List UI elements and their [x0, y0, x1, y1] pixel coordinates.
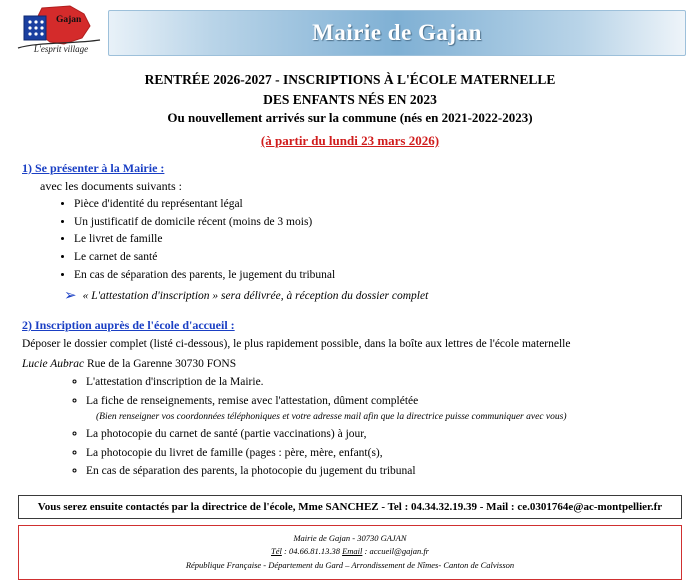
- contact-text: Vous serez ensuite contactés par la directrice de l'école, Mme SANCHEZ - Tel : 04.34.32.19.39 - Mail : ce.0301764e@ac-montpellier.fr: [37, 500, 663, 513]
- document-title-block: [0, 70, 700, 151]
- list-item: [86, 392, 678, 426]
- footer-tel-value: : 04.66.81.13.38: [281, 546, 343, 557]
- banner-title: Mairie de Gajan: [312, 20, 482, 45]
- title-line-1: RENTRÉE 2026-2027 - INSCRIPTIONS À L'ÉCOLE MATERNELLE: [144, 72, 556, 87]
- footer-mail-label: Email: [342, 546, 363, 557]
- school-address: Rue de la Garenne 30730 FONS: [84, 358, 237, 371]
- contact-box: [18, 495, 682, 519]
- footer-line-3: République Française - Département du Gard – Arrondissement de Nîmes- Canton de Calvisson: [185, 559, 515, 570]
- title-line-2: DES ENFANTS NÉS EN 2023: [263, 91, 437, 107]
- arrow-right-icon: ➢: [64, 287, 77, 304]
- list-item: • Un justificatif de domicile récent (moins de 3 mois): [74, 214, 678, 232]
- list-item: • Le carnet de santé: [74, 249, 678, 267]
- section-2-paragraph-1: Déposer le dossier complet (listé ci-dessous), le plus rapidement possible, dans la boîte aux lettres de l'école maternelle: [22, 337, 571, 350]
- commune-logo: [12, 4, 106, 62]
- footer-tel-label: Tél: [270, 546, 282, 557]
- list-item-label: La fiche de renseignements, remise avec l'attestation, dûment complétée: [86, 394, 419, 407]
- section-1-lead: avec les documents suivants :: [40, 178, 182, 193]
- section-2: [22, 318, 678, 481]
- list-item: • Le livret de famille: [74, 231, 678, 249]
- list-item: ◦ L'attestation d'inscription de la Mairie.: [86, 373, 678, 391]
- logo-village-name: Gajan: [56, 15, 82, 25]
- document-body: [0, 161, 700, 481]
- section-1-heading: 1) Se présenter à la Mairie :: [22, 160, 165, 175]
- section-1-list: [56, 196, 678, 285]
- list-item-note: (Bien renseigner vos coordonnées téléphoniques et votre adresse mail afin que la directrice puisse communiquer avec vous): [96, 412, 567, 423]
- list-item: ◦ En cas de séparation des parents, la photocopie du jugement du tribunal: [86, 462, 678, 480]
- arrow-note-text: « L'attestation d'inscription » sera délivrée, à réception du dossier complet: [82, 290, 429, 303]
- logo-motto: L'esprit village: [33, 44, 89, 54]
- title-banner: [108, 10, 686, 56]
- list-item: ◦ La photocopie du livret de famille (pages : père, mère, enfant(s),: [86, 444, 678, 462]
- footer-line-1: Mairie de Gajan - 30730 GAJAN: [293, 532, 407, 543]
- footer-mail-value: : accueil@gajan.fr: [362, 546, 429, 557]
- list-item: • Pièce d'identité du représentant légal: [74, 196, 678, 214]
- title-red-note: (à partir du lundi 23 mars 2026): [260, 132, 440, 148]
- section-2-heading: 2) Inscription auprès de l'école d'accueil :: [22, 317, 235, 332]
- school-name: Lucie Aubrac: [22, 358, 85, 371]
- section-2-list: [68, 373, 678, 480]
- section-1: [22, 161, 678, 304]
- list-item: ◦ La photocopie du carnet de santé (partie vaccinations) à jour,: [86, 425, 678, 443]
- title-line-3: Ou nouvellement arrivés sur la commune (nés en 2021-2022-2023): [167, 110, 533, 126]
- section-2-paragraph-2: [22, 356, 678, 373]
- footer-line-2: [25, 545, 675, 559]
- list-item: • En cas de séparation des parents, le jugement du tribunal: [74, 267, 678, 285]
- section-1-arrow-note: [64, 289, 678, 304]
- footer-box: [18, 525, 682, 580]
- page-header: [0, 0, 700, 62]
